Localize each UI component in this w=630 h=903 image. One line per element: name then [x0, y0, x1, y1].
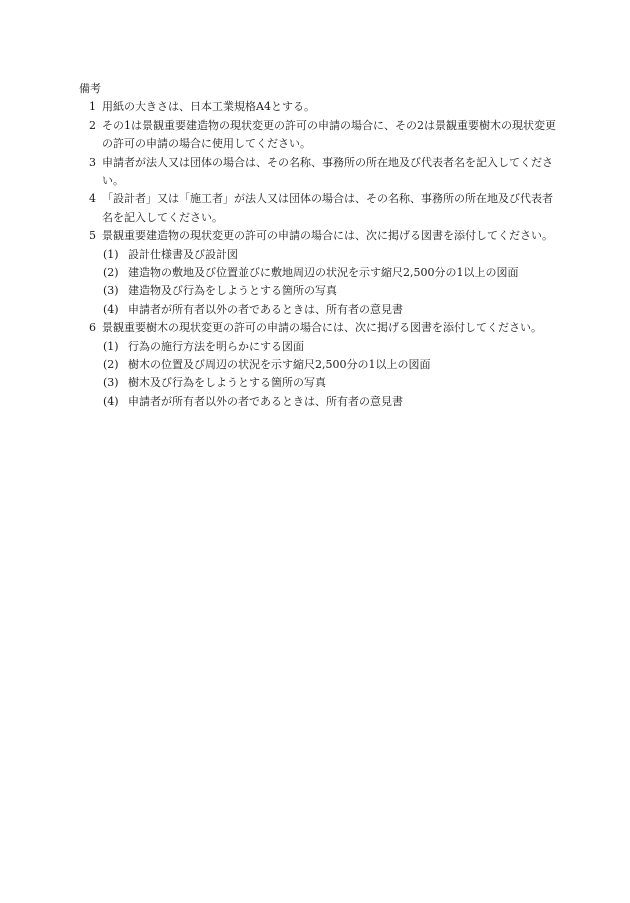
subitem-number: (3) — [103, 376, 119, 390]
remark-5-subitem-1 — [79, 246, 557, 264]
remark-item-5 — [79, 227, 557, 245]
remark-text: 「設計者」又は「施工者」が法人又は団体の場合は、その名称、事務所の所在地及び代表者名を記入してください。 — [102, 192, 553, 224]
remark-number: 1 — [89, 100, 96, 114]
subitem-number: (1) — [103, 339, 119, 353]
remark-6-subitem-3 — [79, 374, 557, 392]
remark-number: 5 — [89, 229, 96, 243]
remarks-section — [79, 80, 557, 411]
remark-number: 3 — [89, 155, 96, 169]
remark-number: 6 — [89, 321, 96, 335]
subitem-text: 建造物及び行為をしようとする箇所の写真 — [128, 284, 337, 298]
subitem-number: (2) — [103, 266, 119, 280]
remark-item-1 — [79, 98, 557, 116]
remark-6-subitem-4 — [79, 393, 557, 411]
subitem-number: (3) — [103, 284, 119, 298]
remark-text: 申請者が法人又は団体の場合は、その名称、事務所の所在地及び代表者名を記入してください。 — [102, 155, 553, 188]
remark-item-3 — [79, 154, 557, 191]
remark-text: その1は景観重要建造物の現状変更の許可の申請の場合に、その2は景観重要樹木の現状変更の許可の申請の場合に使用してください。 — [102, 118, 556, 151]
remark-text: 景観重要建造物の現状変更の許可の申請の場合には、次に掲げる図書を添付してください。 — [102, 229, 553, 243]
subitem-number: (2) — [103, 358, 119, 372]
remark-item-6 — [79, 319, 557, 337]
subitem-text: 設計仕様書及び設計図 — [128, 247, 238, 261]
remark-5-subitem-2 — [79, 264, 557, 282]
remark-text: 用紙の大きさは、日本工業規格A4とする。 — [102, 100, 315, 114]
remark-5-subitem-3 — [79, 282, 557, 300]
subitem-text: 申請者が所有者以外の者であるときは、所有者の意見書 — [128, 302, 403, 316]
subitem-number: (4) — [103, 394, 119, 408]
subitem-text: 建造物の敷地及び位置並びに敷地周辺の状況を示す縮尺2,500分の1以上の図面 — [128, 266, 519, 280]
remark-6-subitem-1 — [79, 338, 557, 356]
subitem-text: 樹木の位置及び周辺の状況を示す縮尺2,500分の1以上の図面 — [128, 358, 431, 372]
subitem-text: 樹木及び行為をしようとする箇所の写真 — [128, 376, 326, 390]
remark-6-subitem-2 — [79, 356, 557, 374]
remark-number: 4 — [89, 192, 96, 206]
remark-5-subitem-4 — [79, 301, 557, 319]
remark-number: 2 — [89, 118, 96, 132]
remark-text: 景観重要樹木の現状変更の許可の申請の場合には、次に掲げる図書を添付してください。 — [102, 321, 542, 335]
subitem-text: 行為の施行方法を明らかにする図面 — [128, 339, 304, 353]
subitem-text: 申請者が所有者以外の者であるときは、所有者の意見書 — [128, 394, 403, 408]
remarks-heading: 備考 — [79, 82, 101, 95]
subitem-number: (1) — [103, 247, 119, 261]
subitem-number: (4) — [103, 302, 119, 316]
remark-item-4 — [79, 190, 557, 227]
remark-item-2 — [79, 117, 557, 154]
